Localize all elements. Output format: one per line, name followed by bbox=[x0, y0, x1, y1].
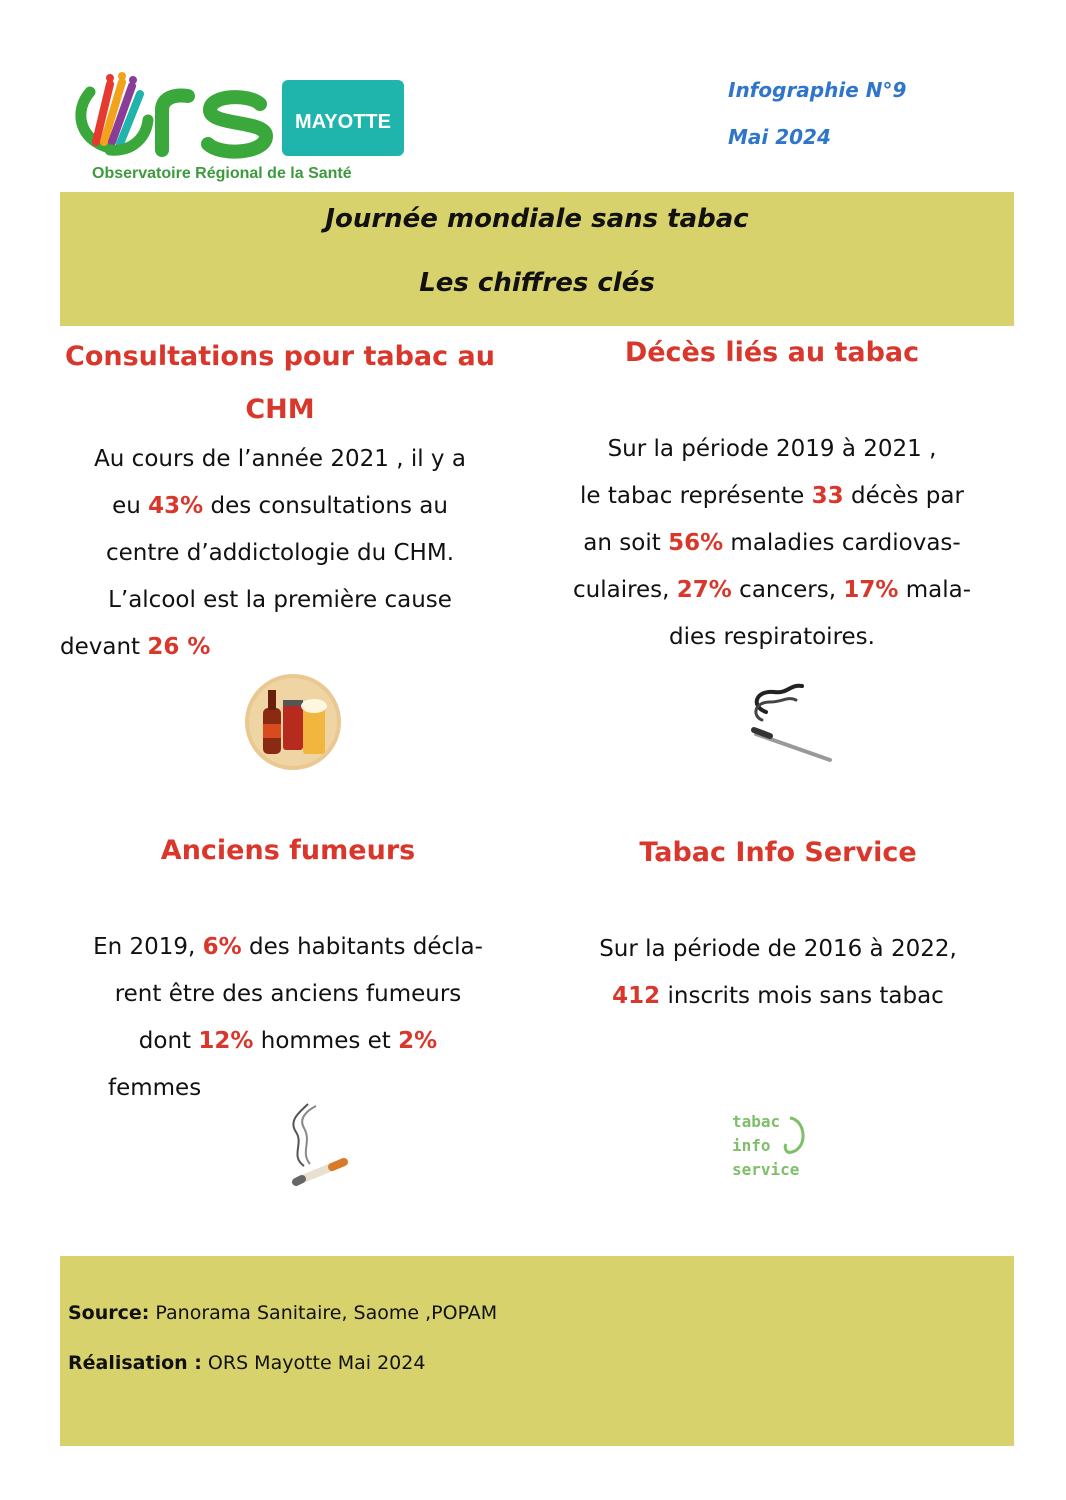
text-fragment: dont bbox=[138, 1028, 199, 1054]
stat-6: 6% bbox=[202, 934, 242, 960]
anciens-line1 bbox=[60, 924, 516, 971]
deces-title: Décès liés au tabac bbox=[624, 337, 920, 368]
title-banner bbox=[60, 192, 1014, 326]
tis-logo-line2: info bbox=[732, 1136, 771, 1155]
source-value: Panorama Sanitaire, Saome ,POPAM bbox=[149, 1302, 498, 1324]
consultations-text bbox=[60, 436, 500, 671]
text-fragment: le tabac représente bbox=[580, 483, 812, 509]
text-fragment: an soit bbox=[583, 530, 669, 556]
text-fragment: décès par bbox=[843, 483, 964, 509]
consultations-title-line1: Consultations pour tabac au bbox=[65, 341, 495, 372]
text-fragment: inscrits mois sans tabac bbox=[660, 983, 944, 1009]
stat-43: 43% bbox=[148, 493, 204, 519]
realisation-label: Réalisation : bbox=[68, 1352, 202, 1374]
tis-line1: Sur la période de 2016 à 2022, bbox=[599, 936, 957, 962]
stat-2: 2% bbox=[398, 1028, 438, 1054]
text-fragment: des consultations au bbox=[203, 493, 448, 519]
consultations-line3: centre d’addictologie du CHM. bbox=[105, 540, 455, 566]
stat-17: 17% bbox=[843, 577, 899, 603]
ors-logo bbox=[70, 70, 415, 190]
infographic-number: Infographie N°9 bbox=[728, 78, 907, 102]
anciens-title: Anciens fumeurs bbox=[160, 835, 416, 866]
logo-region-text: MAYOTTE bbox=[295, 111, 391, 133]
tis-logo-line3: service bbox=[732, 1160, 800, 1179]
deces-line3 bbox=[548, 520, 996, 567]
footer-source bbox=[68, 1302, 497, 1324]
text-fragment: eu bbox=[112, 493, 149, 519]
deces-line2 bbox=[548, 473, 996, 520]
banner-subtitle: Les chiffres clés bbox=[419, 268, 655, 298]
section-consultations bbox=[60, 330, 500, 436]
deces-line5: dies respiratoires. bbox=[669, 624, 875, 650]
stat-56: 56% bbox=[668, 530, 724, 556]
anciens-line4: femmes bbox=[108, 1075, 202, 1101]
infographic-date: Mai 2024 bbox=[728, 125, 831, 149]
text-fragment: cancers, bbox=[731, 577, 844, 603]
logo-full-name: Observatoire Régional de la Santé bbox=[92, 165, 352, 182]
tis-text bbox=[550, 926, 1006, 1020]
stat-26: 26 % bbox=[147, 634, 211, 660]
ors-logo-mark bbox=[70, 70, 280, 160]
consultations-line2 bbox=[60, 483, 500, 530]
text-fragment: devant bbox=[60, 634, 148, 660]
consultations-line5 bbox=[60, 624, 500, 671]
tis-title: Tabac Info Service bbox=[639, 837, 917, 868]
drinks-icon bbox=[243, 672, 343, 772]
consultations-title-line2: CHM bbox=[245, 394, 315, 425]
text-fragment: mala- bbox=[898, 577, 972, 603]
text-fragment: maladies cardiovas- bbox=[723, 530, 961, 556]
anciens-text bbox=[60, 924, 516, 1112]
stat-33: 33 bbox=[811, 483, 844, 509]
deces-text bbox=[548, 426, 996, 661]
banner-title: Journée mondiale sans tabac bbox=[325, 204, 749, 234]
deces-line1: Sur la période 2019 à 2021 , bbox=[607, 436, 937, 462]
footer-box bbox=[60, 1256, 1014, 1446]
footer-realisation bbox=[68, 1352, 425, 1374]
text-fragment: hommes et bbox=[253, 1028, 399, 1054]
stat-27: 27% bbox=[676, 577, 732, 603]
stat-412: 412 bbox=[612, 983, 661, 1009]
stat-12: 12% bbox=[198, 1028, 254, 1054]
consultations-line1: Au cours de l’année 2021 , il y a bbox=[94, 446, 466, 472]
consultations-line4: L’alcool est la première cause bbox=[108, 587, 452, 613]
cigarette-icon bbox=[278, 1100, 350, 1190]
tis-line2 bbox=[550, 973, 1006, 1020]
tis-logo-ring-icon bbox=[782, 1114, 808, 1156]
realisation-value: ORS Mayotte Mai 2024 bbox=[201, 1352, 426, 1374]
logo-region-box bbox=[282, 80, 404, 156]
tabac-info-service-logo bbox=[732, 1110, 822, 1190]
anciens-line3 bbox=[60, 1018, 516, 1065]
text-fragment: En 2019, bbox=[93, 934, 203, 960]
deces-line4 bbox=[548, 567, 996, 614]
source-label: Source: bbox=[68, 1302, 150, 1324]
text-fragment: culaires, bbox=[572, 577, 677, 603]
anciens-line2: rent être des anciens fumeurs bbox=[114, 981, 462, 1007]
smoking-cigarette-icon bbox=[744, 682, 836, 766]
text-fragment: des habitants décla- bbox=[241, 934, 483, 960]
tis-logo-line1: tabac bbox=[732, 1112, 781, 1131]
